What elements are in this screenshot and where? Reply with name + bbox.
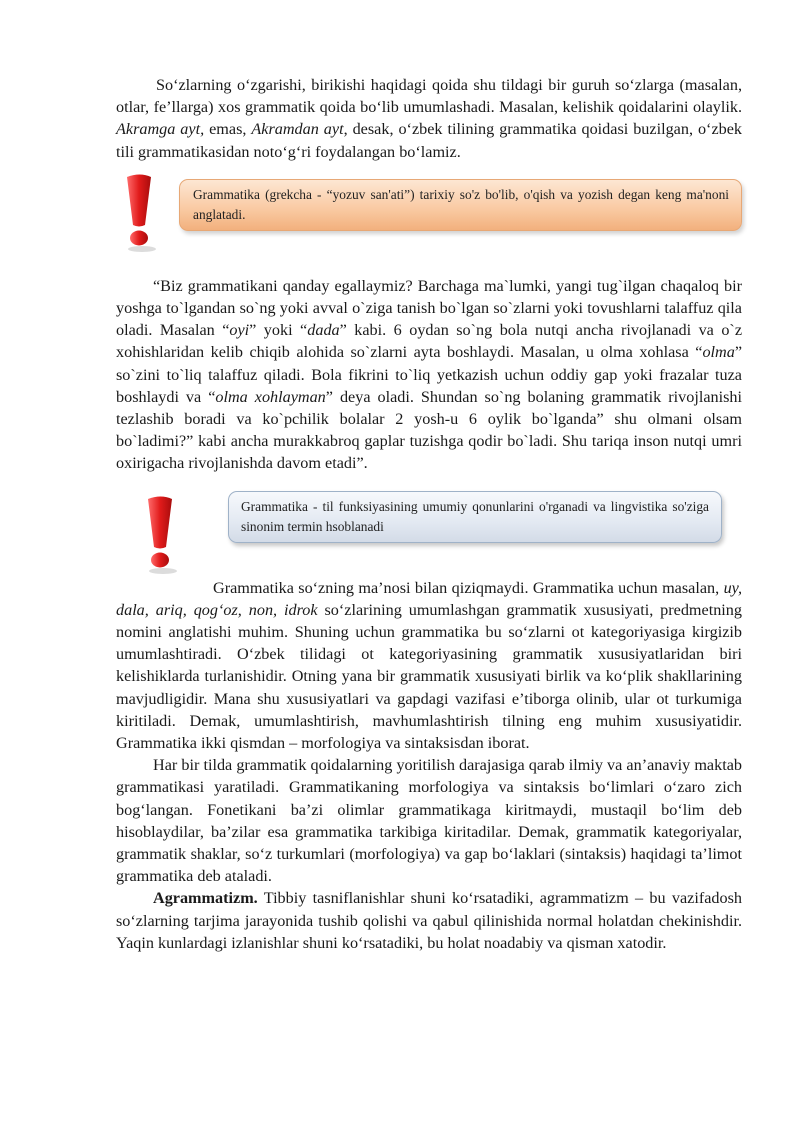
document-page — [116, 74, 742, 954]
paragraph-agrammatism: Agrammatizm. Tibbiy tasniflanishlar shuni ko‘rsatadiki, agrammatizm – bu vazifadosh so‘zlarning tarjima jarayonida tushib qolishi va qabul qilinishida normal holatdan chekinishdir. Yaqin kunlardagi izlanishlar shuni ko‘rsatadiki, bu holat noadabiy va qisman xatodir. — [116, 889, 742, 952]
exclamation-icon — [141, 495, 181, 575]
definition-box: Grammatika (grekcha - “yozuv san'ati”) tarixiy so'z bo'lib, o'qish va yozish degan keng ma'noni anglatadi. — [179, 179, 742, 231]
paragraph-child-grammar: “Biz grammatikani qanday egallaymiz? Barchaga ma`lumki, yangi tug`ilgan chaqaloq bir yoshga to`lgandan so`ng yoki avval o`ziga tanish bo`lgan so`zlarni yoki tovushlarni talaffuz qila oladi. Masalan “oyi” yoki “dada” kabi. 6 oydan so`ng bola nutqi ancha rivojlanadi va o`z xohishlaridan kelib chiqib alohida so`zlarni ayta boshlaydi. Masalan, u olma xohlasa “olma” so`zini to`liq talaffuz qiladi. Bola fikrini to`liq yetkazish uchun oddiy gap yoki frazalar tuza boshlaydi va “olma xohlayman” deya oladi. Shundan so`ng bolaning grammatik rivojlanishi tezlashib boradi va ko`pchilik bolalar 2 yosh-u 6 oylik bo`lganda” shu olmani olsam bo`ladimi?” kabi ancha murakkabroq gaplar tuzishga qodir bo`ladi. Shu tariqa inson nutqi umri oxirigacha rivojlanishda davom etadi”. — [116, 276, 742, 473]
note-box: Grammatika - til funksiyasining umumiy qonunlarini o'rganadi va lingvistika so'ziga sinonim termin hsoblanadi — [228, 491, 722, 543]
term-agrammatism: Agrammatizm. — [153, 889, 258, 908]
exclamation-icon — [120, 173, 160, 253]
paragraph-school-grammar: Har bir tilda grammatik qoidalarning yoritilish darajasiga qarab ilmiy va an’anaviy maktab grammatikasi yaratiladi. Grammatikaning morfologiya va sintaksis bo‘limlari o‘zaro zich bog‘langan. Fonetikani ba’zi olimlar grammatikaga kiritmaydi, mustaqil bo‘lim deb hisoblaydilar, ba’zilar esa grammatika tarkibiga kiritadilar. Demak, grammatik kategoriyalar, grammatik shaklar, so‘z turkumlari (morfologiya) va gap bo‘laklari (sintaksis) haqidagi ta’limot grammatika deb ataladi. — [116, 756, 742, 886]
paragraph-word-changes: So‘zlarning o‘zgarishi, birikishi haqidagi qoida shu tildagi bir guruh so‘zlarga (masalan, otlar, fe’llarga) xos grammatik qoida bo‘lib umumlashadi. Masalan, kelishik qoidalarini olaylik. Akramga ayt, emas, Akramdan ayt, desak, o‘zbek tilining grammatika qoidasi buzilgan, o‘zbek tili grammatikasidan noto‘g‘ri foydalangan bo‘lamiz. — [116, 76, 742, 161]
callout-grammar-definition — [116, 163, 742, 275]
paragraph-grammar-meaning: Grammatika so‘zning ma’nosi bilan qiziqmaydi. Grammatika uchun masalan, uy, dala, ariq, qog‘oz, non, idrok so‘zlarining umumlashgan grammatik xususiyati, predmetning nomini anglatishi muhim. Shuning uchun grammatika bu so‘zlarni ot kategoriyasiga kirgizib umumlashtiradi. O‘zbek tilidagi ot kategoriyasining grammatik xususiyatlaridan biri kelishiklarda turlanishidir. Otning yana bir grammatik xususiyati birlik va ko‘plik shakllarining mavjudligidir. Mana shu xususiyatlari va gapdagi vazifasi e’tiborga olinib, ular ot turkumiga kiritiladi. Demak, umumlashtirish, mavhumlashtirish tilning eng muhim xususiyatidir. Grammatika ikki qismdan – morfologiya va sintaksisdan iborat. — [116, 578, 742, 753]
callout-grammar-linguistics — [116, 475, 742, 577]
